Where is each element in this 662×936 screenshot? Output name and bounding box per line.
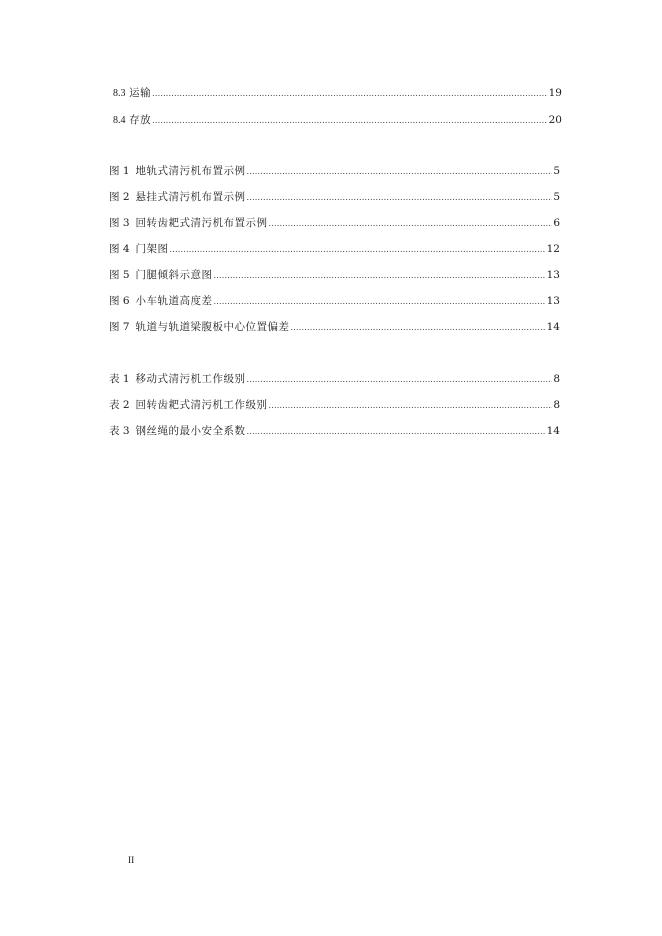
- page-number: 14: [546, 321, 560, 333]
- dot-leader: [269, 217, 553, 231]
- dot-leader: [152, 114, 548, 128]
- section-title: 运输: [129, 87, 152, 99]
- table-number: 表 3: [109, 425, 130, 437]
- page-number: 20: [548, 114, 562, 126]
- dot-leader: [247, 425, 546, 439]
- dot-leader: [247, 165, 553, 179]
- page-number: 13: [546, 295, 560, 307]
- toc-entry-table[interactable]: [109, 372, 560, 387]
- section-number: 8.3: [113, 88, 126, 99]
- toc-entry-section[interactable]: [113, 113, 562, 128]
- footer-page-number: II: [128, 856, 135, 866]
- page-number: 13: [546, 269, 560, 281]
- dot-leader: [247, 373, 553, 387]
- toc-entry-section[interactable]: [113, 86, 562, 101]
- figure-number: 图 3: [109, 217, 130, 229]
- figure-title: 门架图: [135, 243, 169, 255]
- figure-number: 图 2: [109, 191, 130, 203]
- page-number: 19: [548, 87, 562, 99]
- toc-entry-figure[interactable]: [109, 164, 560, 179]
- dot-leader: [214, 295, 546, 309]
- page-number: 8: [553, 399, 560, 411]
- toc-entry-figure[interactable]: [109, 294, 560, 309]
- dot-leader: [170, 243, 546, 257]
- page-number: 14: [546, 425, 560, 437]
- figure-number: 图 7: [109, 321, 130, 333]
- section-title: 存放: [129, 114, 152, 126]
- figure-title: 小车轨道高度差: [135, 295, 213, 307]
- figure-number: 图 5: [109, 269, 130, 281]
- figure-number: 图 4: [109, 243, 130, 255]
- figure-title: 回转齿耙式清污机布置示例: [135, 217, 268, 229]
- dot-leader: [214, 269, 546, 283]
- figure-number: 图 1: [109, 165, 130, 177]
- table-number: 表 1: [109, 373, 130, 385]
- toc-entry-table[interactable]: [109, 424, 560, 439]
- figure-title: 轨道与轨道梁腹板中心位置偏差: [135, 321, 290, 333]
- figure-title: 地轨式清污机布置示例: [135, 165, 246, 177]
- dot-leader: [291, 321, 546, 335]
- page-number: 5: [553, 165, 560, 177]
- page-number: 12: [546, 243, 560, 255]
- page-number: 5: [553, 191, 560, 203]
- toc-entry-figure[interactable]: [109, 242, 560, 257]
- figure-number: 图 6: [109, 295, 130, 307]
- toc-entry-figure[interactable]: [109, 320, 560, 335]
- dot-leader: [152, 87, 548, 101]
- table-title: 移动式清污机工作级别: [135, 373, 246, 385]
- section-number: 8.4: [113, 115, 126, 126]
- page-number: 6: [553, 217, 560, 229]
- toc-entry-figure[interactable]: [109, 190, 560, 205]
- figure-title: 悬挂式清污机布置示例: [135, 191, 246, 203]
- dot-leader: [247, 191, 553, 205]
- dot-leader: [269, 399, 553, 413]
- toc-entry-figure[interactable]: [109, 268, 560, 283]
- table-title: 回转齿耙式清污机工作级别: [135, 399, 268, 411]
- toc-entry-table[interactable]: [109, 398, 560, 413]
- toc-entry-figure[interactable]: [109, 216, 560, 231]
- table-number: 表 2: [109, 399, 130, 411]
- figure-title: 门腿倾斜示意图: [135, 269, 213, 281]
- table-title: 钢丝绳的最小安全系数: [135, 425, 246, 437]
- page-number: 8: [553, 373, 560, 385]
